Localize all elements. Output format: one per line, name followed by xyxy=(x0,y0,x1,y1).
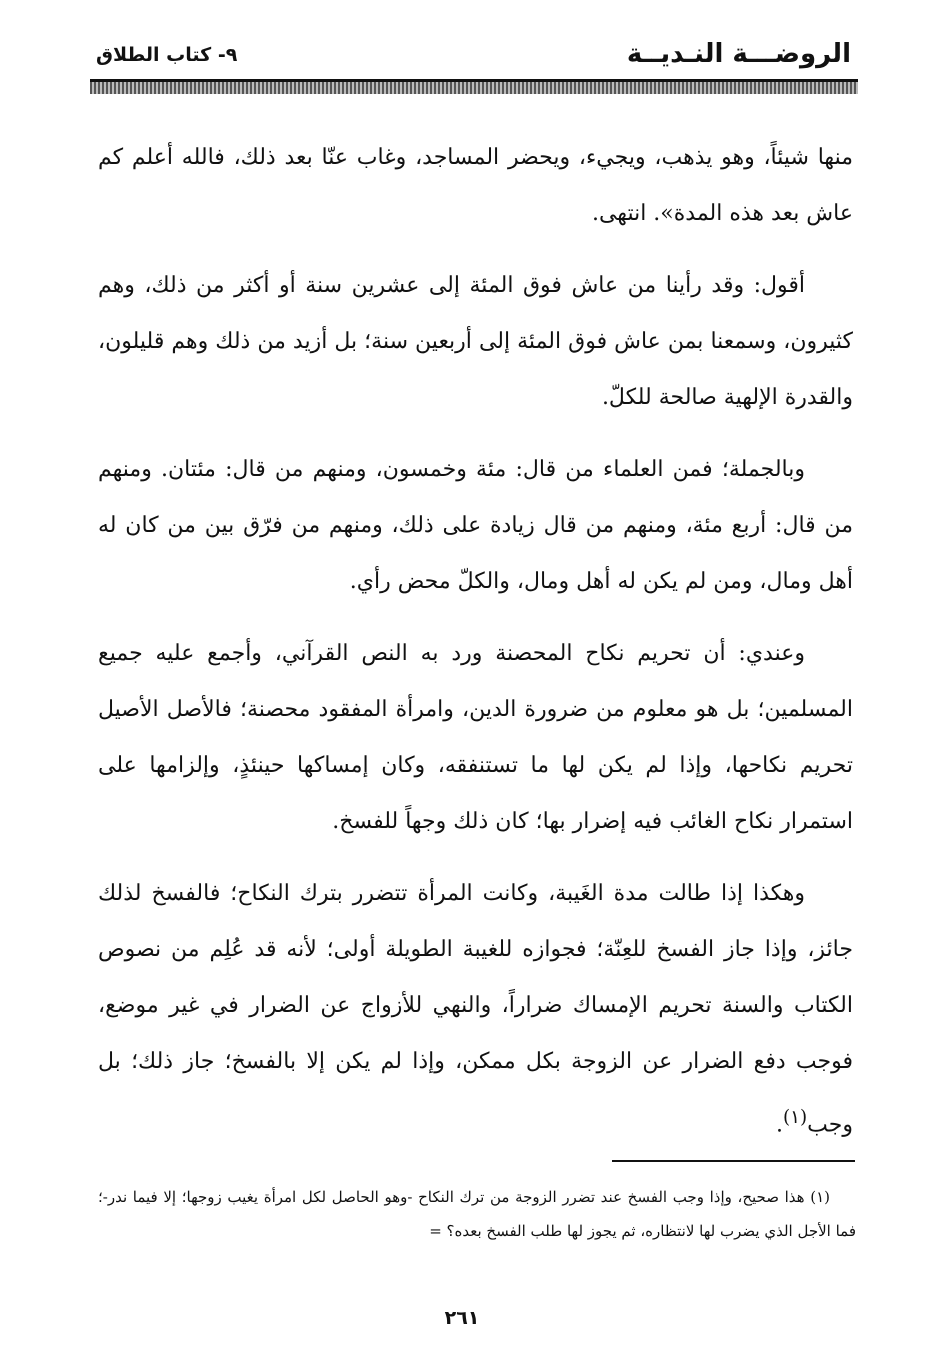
footnote-reference: (١) xyxy=(783,1107,808,1128)
footnote-1: (١) هذا صحيح، وإذا وجب الفسخ عند تضرر الزوجة من ترك النكاح -وهو الحاصل لكل امرأة يغيب زوجها؛ إلا فيما ندر-؛ فما الأجل الذي يضرب لها لانتظاره، ثم يجوز لها طلب الفسخ بعده؟ = xyxy=(98,1188,856,1240)
footnotes xyxy=(98,1180,856,1248)
header-divider xyxy=(90,79,858,94)
paragraph-1: منها شيئاً، وهو يذهب، ويجيء، ويحضر المساجد، وغاب عنّا بعد ذلك، فالله أعلم كم عاش بعد هذه المدة». انتهى. xyxy=(98,145,853,226)
running-header xyxy=(96,36,851,76)
paragraph-2: أقول: وقد رأينا من عاش فوق المئة إلى عشرين سنة أو أكثر من ذلك، وهم كثيرون، وسمعنا بمن عاش فوق المئة إلى أربعين سنة؛ بل أزيد من ذلك وهم قليلون، والقدرة الإلهية صالحة للكلّ. xyxy=(98,273,853,410)
footnote-divider xyxy=(612,1160,855,1162)
paragraph-4: وعندي: أن تحريم نكاح المحصنة ورد به النص القرآني، وأجمع عليه جميع المسلمين؛ بل هو معلوم من ضرورة الدين، وامرأة المفقود محصنة؛ فالأصل الأصيل تحريم نكاحها، وإذا لم يكن لها ما تستنفقه، وكان إمساكها حينئذٍ، وإلزامها على استمرار نكاح الغائب فيه إضرار بها؛ كان ذلك وجهاً للفسخ. xyxy=(98,641,853,834)
book-title: الروضـــة النـديــة xyxy=(626,39,851,69)
paragraph-5 xyxy=(98,866,853,1153)
paragraph-3: وبالجملة؛ فمن العلماء من قال: مئة وخمسون، ومنهم من قال: مئتان. ومنهم من قال: أربع مئة، ومنهم من قال زيادة على ذلك، ومنهم من فرّق بين من كان له أهل ومال، ومن لم يكن له أهل ومال، والكلّ محض رأي. xyxy=(98,457,853,594)
paragraph-5-end: . xyxy=(776,1112,783,1138)
chapter-title: ٩- كتاب الطلاق xyxy=(96,44,238,66)
page-number: ٢٦١ xyxy=(444,1307,480,1329)
paragraph-5-text: وهكذا إذا طالت مدة الغَيبة، وكانت المرأة تتضرر بترك النكاح؛ فالفسخ لذلك جائز، وإذا جاز الفسخ للعِنّة؛ فجوازه للغيبة الطويلة أولى؛ لأنه قد عُلِم من نصوص الكتاب والسنة تحريم الإمساك ضراراً، والنهي للأزواج عن الضرار في غير موضع، فوجب دفع الضرار عن الزوجة بكل ممكن، وإذا لم يكن إلا بالفسخ؛ جاز ذلك؛ بل وجب xyxy=(98,881,853,1138)
main-text xyxy=(98,130,853,1169)
